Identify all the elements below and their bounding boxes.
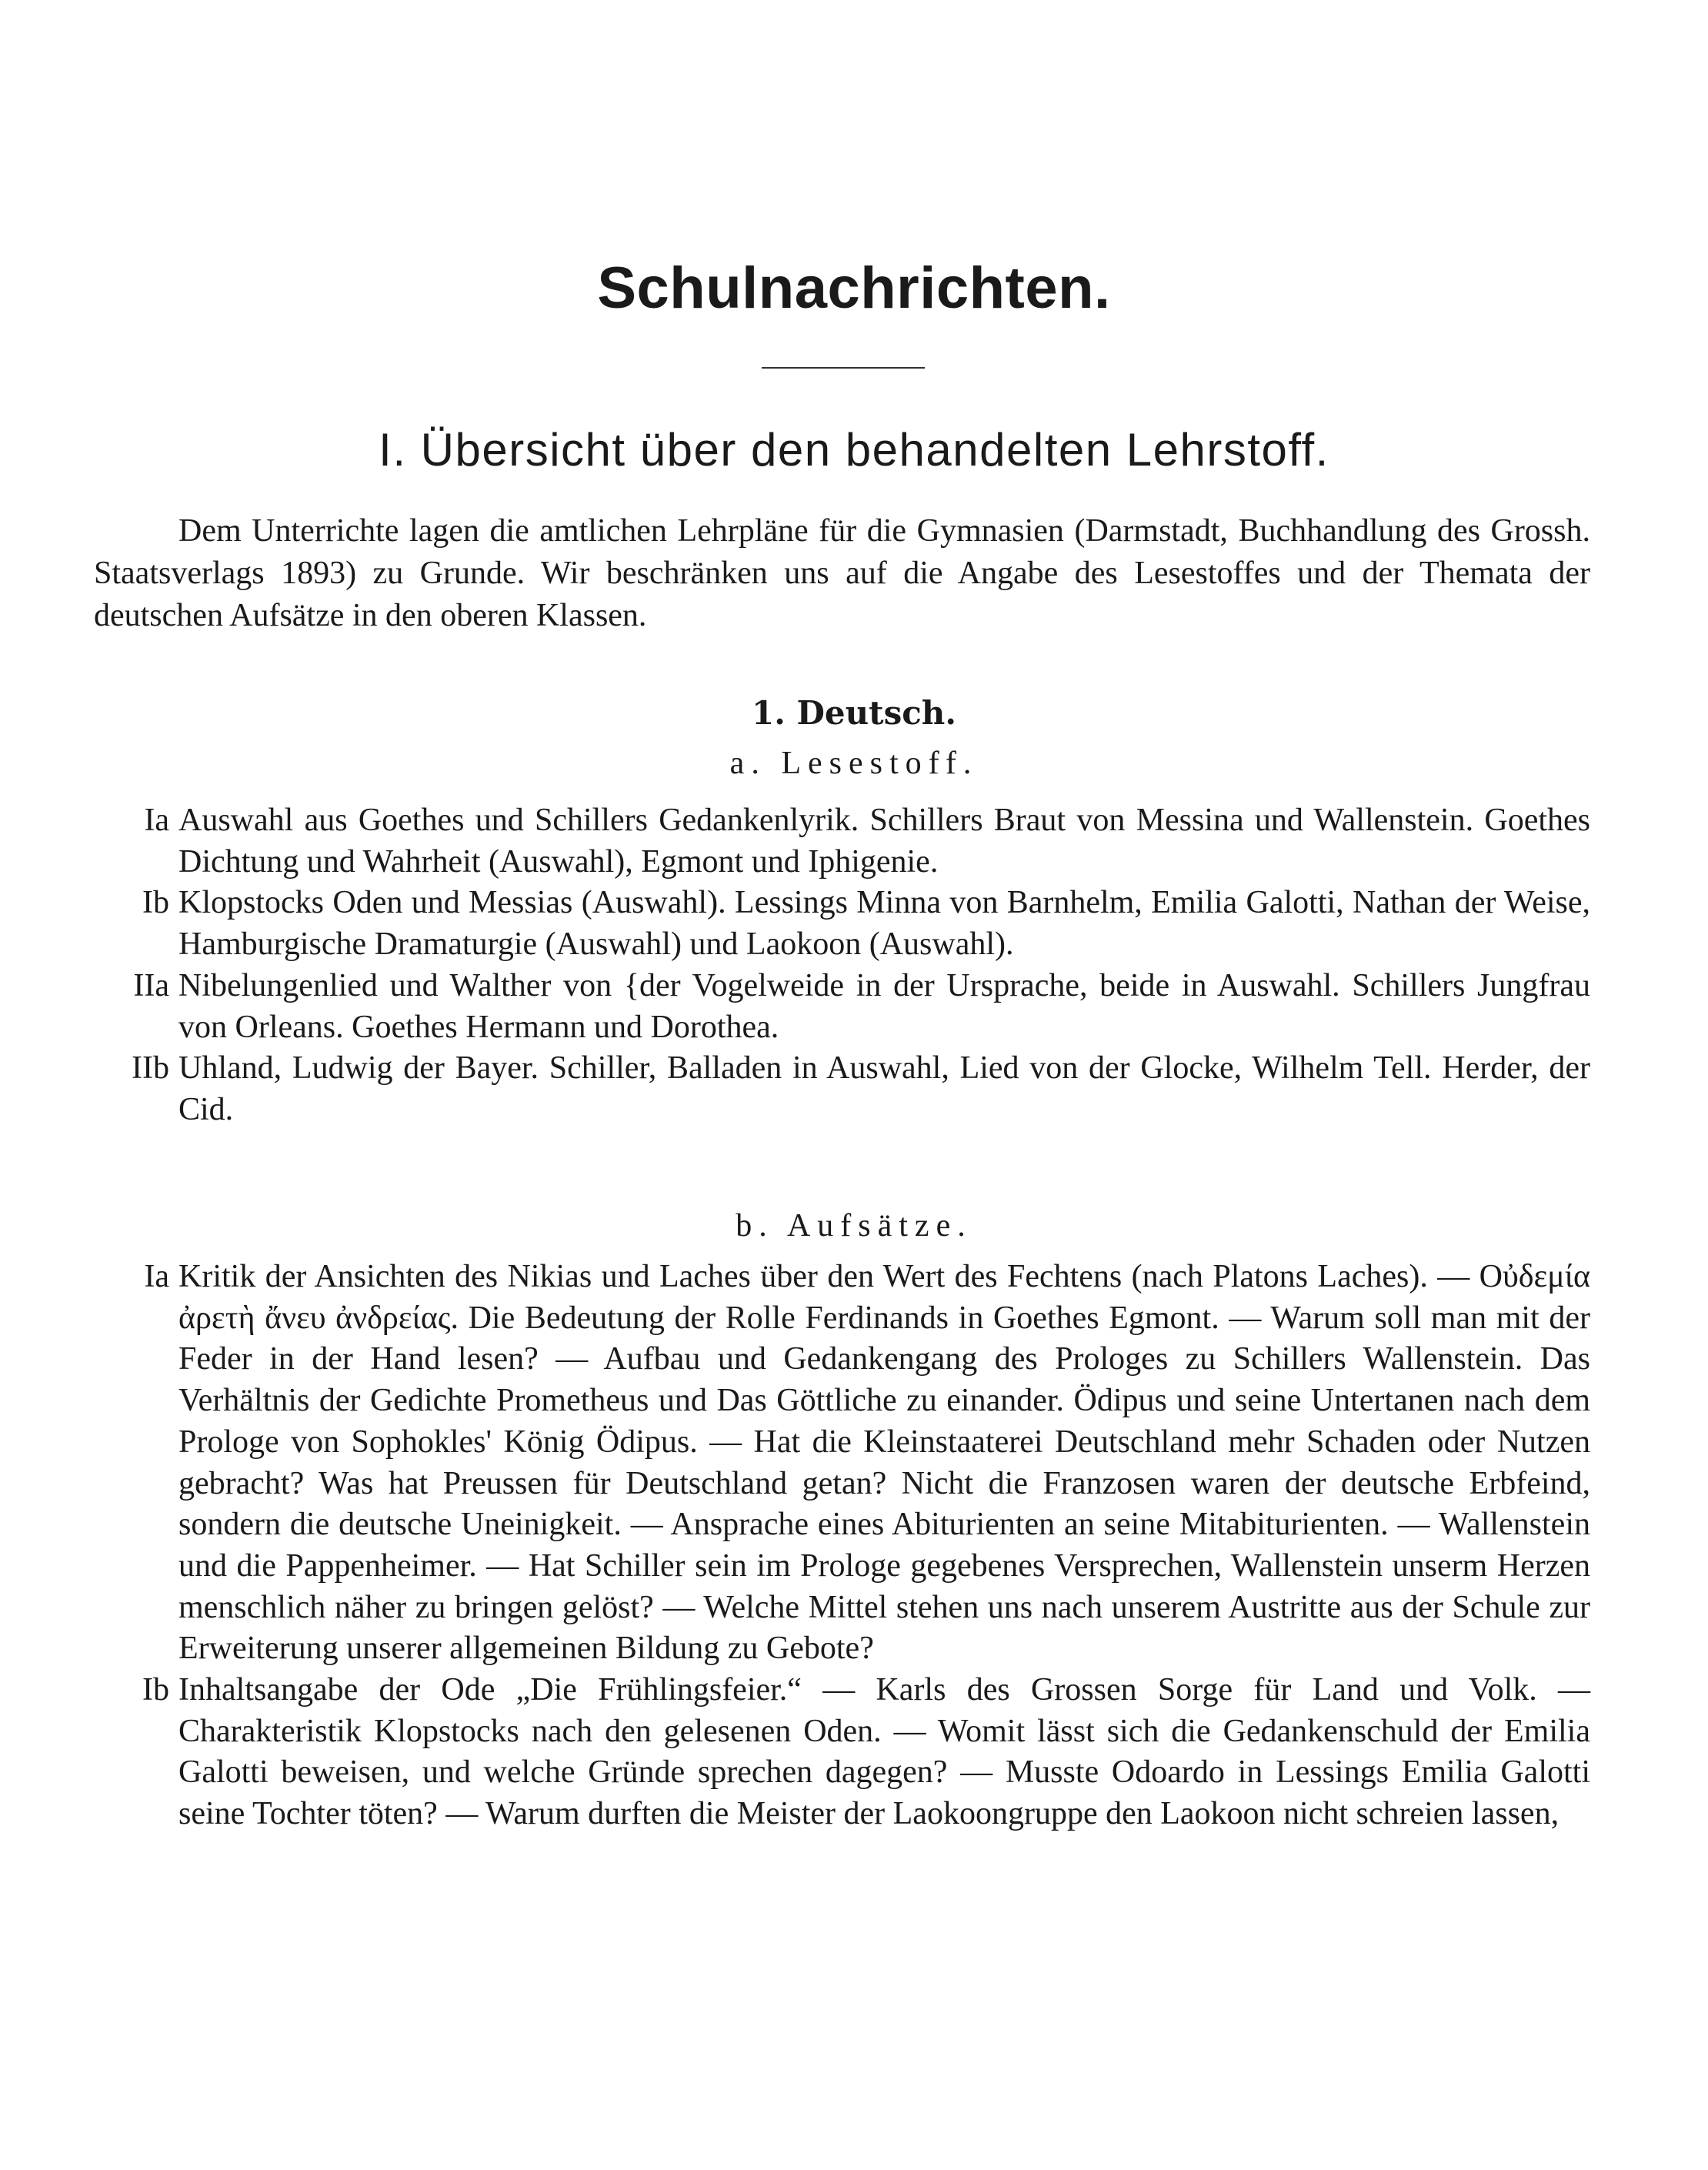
lesestoff-entry-iia: [94, 966, 1590, 1048]
aufsaetze-heading: b. Aufsätze.: [736, 1208, 972, 1244]
lesestoff-entry-iib: [94, 1048, 1590, 1130]
entry-label: Ia: [144, 803, 169, 838]
entry-text: Klopstocks Oden und Messias (Auswahl). Lessings Minna von Barnhelm, Emilia Galotti, Nathan der Weise, Hamburgische Dramaturgie (Auswahl) und Laokoon (Auswahl).: [178, 885, 1590, 963]
entry-label: Ia: [144, 1259, 169, 1294]
entry-text: Inhaltsangabe der Ode „Die Frühlingsfeier.“ — Karls des Grossen Sorge für Land und Volk. — Charakteristik Klopstocks nach den gelesenen Oden. — Womit lässt sich die Gedankenschuld der Emilia Galotti beweisen, und welche Gründe sprechen dagegen? — Musste Odoardo in Lessings Emilia Galotti seine Tochter töten? — Warum durften die Meister der Laokoongruppe den Laokoon nicht schreien lassen,: [178, 1672, 1590, 1832]
section-heading: I. Übersicht über den behandelten Lehrstoff.: [379, 424, 1329, 476]
entry-text: Uhland, Ludwig der Bayer. Schiller, Balladen in Auswahl, Lied von der Glocke, Wilhelm Tell. Herder, der Cid.: [178, 1050, 1590, 1127]
entry-label: IIa: [133, 967, 169, 1003]
title-divider: [762, 367, 925, 369]
lesestoff-heading: a. Lesestoff.: [729, 746, 979, 781]
aufsaetze-entry-ia: [94, 1257, 1590, 1670]
lesestoff-entry-ib: [94, 883, 1590, 965]
page-title: Schulnachrichten.: [597, 255, 1111, 321]
entry-text: Kritik der Ansichten des Nikias und Laches über den Wert des Fechtens (nach Platons Laches). — Οὐδεμία ἀρετὴ ἄνευ ἀνδρείας. Die Bedeutung der Rolle Ferdinands in Goethes Egmont. — Warum soll man mit der Feder in der Hand lesen? — Aufbau und Gedankengang des Prologes zu Schillers Wallenstein. Das Verhältnis der Gedichte Prometheus und Das Göttliche zu einander. Ödipus und seine Untertanen nach dem Prologe von Sophokles' König Ödipus. — Hat die Kleinstaaterei Deutschland mehr Schaden oder Nutzen gebracht? Was hat Preussen für Deutschland getan? Nicht die Franzosen waren der deutsche Erbfeind, sondern die deutsche Uneinigkeit. — Ansprache eines Abiturienten an seine Mitabiturienten. — Wallenstein und die Pappenheimer. — Hat Schiller sein im Prologe gegebenes Versprechen, Wallenstein unserm Herzen menschlich näher zu bringen gelöst? — Welche Mittel stehen uns nach unserem Austritte aus der Schule zur Erweiterung unserer allgemeinen Bildung zu Gebote?: [178, 1259, 1590, 1667]
subject-heading: 1. Deutsch.: [752, 694, 956, 732]
aufsaetze-entry-ib: [94, 1670, 1590, 1835]
aufsaetze-list: [94, 1257, 1590, 1835]
entry-label: IIb: [132, 1050, 169, 1087]
entry-text: Nibelungenlied und Walther von {der Vogelweide in der Ursprache, beide in Auswahl. Schillers Jungfrau von Orleans. Goethes Hermann und Dorothea.: [178, 967, 1590, 1045]
lesestoff-entry-ia: [94, 800, 1590, 883]
entry-label: Ib: [142, 1672, 169, 1708]
lesestoff-list: [94, 800, 1590, 1131]
entry-label: Ib: [142, 885, 169, 921]
intro-paragraph: Dem Unterrichte lagen die amtlichen Lehrpläne für die Gymnasien (Darmstadt, Buchhandlung des Grossh. Staatsverlags 1893) zu Grunde. Wir beschränken uns auf die Angabe des Lesestoffes und der Themata der deutschen Aufsätze in den oberen Klassen.: [94, 513, 1590, 633]
entry-text: Auswahl aus Goethes und Schillers Gedankenlyrik. Schillers Braut von Messina und Wallenstein. Goethes Dichtung und Wahrheit (Auswahl), Egmont und Iphigenie.: [178, 803, 1590, 880]
